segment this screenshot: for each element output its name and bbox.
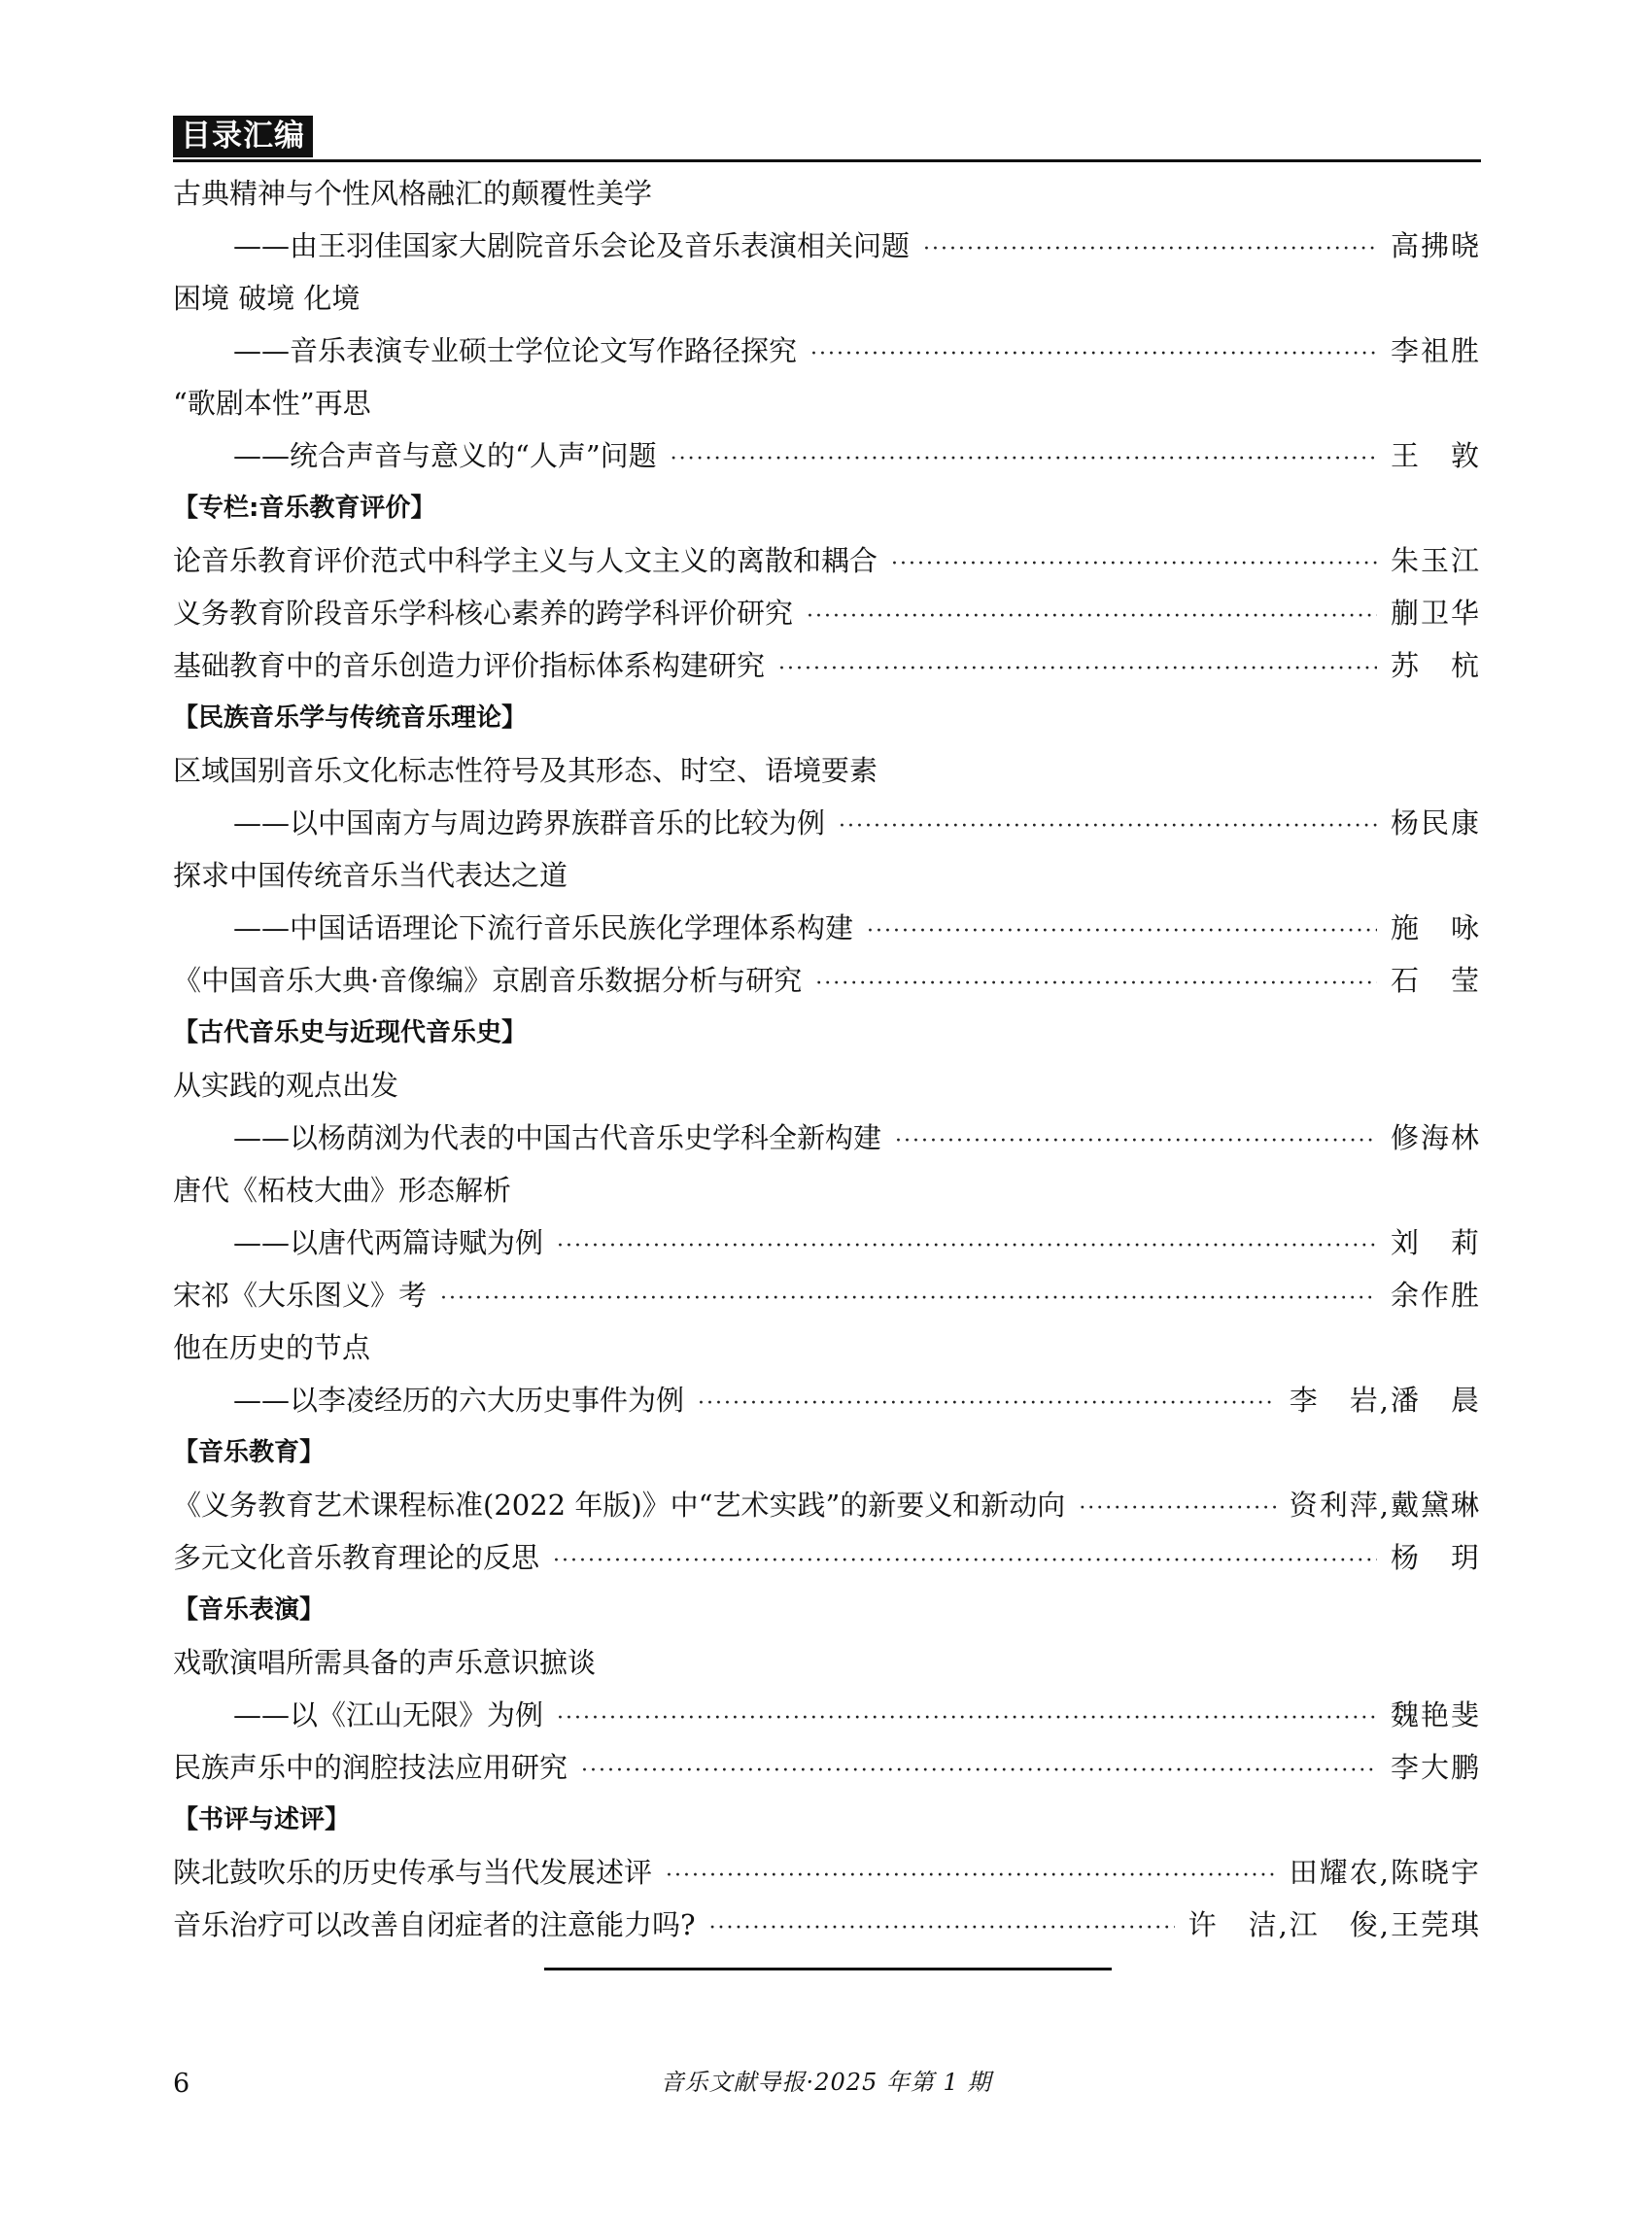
- toc-entry: [173, 1269, 1481, 1321]
- dot-leader: [810, 328, 1377, 381]
- toc-entry-title: 民族声乐中的润腔技法应用研究: [173, 1751, 568, 1784]
- dot-leader: [581, 1745, 1377, 1798]
- toc-entry-author: 杨 玥: [1390, 1541, 1481, 1574]
- toc-entry-title: 古典精神与个性风格融汇的颠覆性美学: [173, 177, 653, 210]
- toc-entry-author: 田耀农,陈晓宇: [1289, 1856, 1481, 1889]
- toc-header: [173, 116, 1481, 162]
- toc-entry-title: 《义务教育艺术课程标准(2022 年版)》中“艺术实践”的新要义和新动向: [173, 1489, 1066, 1522]
- toc-subtitle-entry: [173, 1112, 1481, 1164]
- toc-article-title: [173, 1321, 1481, 1374]
- journal-footer: 音乐文献导报·2025 年第 1 期: [660, 2069, 992, 2096]
- toc-article-title: [173, 167, 1481, 220]
- toc-entry: [173, 1479, 1481, 1531]
- toc-entry-author: 杨民康: [1390, 806, 1481, 839]
- toc-entry: [173, 1741, 1481, 1794]
- toc-subtitle-entry: [173, 325, 1481, 377]
- toc-entry: [173, 1846, 1481, 1899]
- toc-article-title: [173, 1059, 1481, 1112]
- toc-subtitle-entry: [173, 1216, 1481, 1269]
- toc-entry-title: 音乐治疗可以改善自闭症者的注意能力吗?: [173, 1908, 696, 1941]
- dot-leader: [807, 591, 1377, 643]
- toc-subtitle-entry: [173, 429, 1481, 482]
- dot-leader: [867, 906, 1377, 958]
- toc-entry-author: 李 岩,潘 晨: [1289, 1384, 1481, 1417]
- dot-leader: [709, 1902, 1175, 1955]
- dot-leader: [815, 958, 1377, 1011]
- toc-section-heading: 【民族音乐学与传统音乐理论】: [173, 703, 528, 733]
- toc-entry-title: ——以唐代两篇诗赋为例: [233, 1226, 544, 1259]
- toc-entry-title: 探求中国传统音乐当代表达之道: [173, 859, 568, 892]
- page-number: 6: [173, 2069, 190, 2099]
- dot-leader: [895, 1115, 1377, 1168]
- dot-leader: [1079, 1483, 1275, 1535]
- toc-entry-title: ——统合声音与意义的“人声”问题: [233, 439, 657, 472]
- toc-entry-title: 他在历史的节点: [173, 1331, 371, 1364]
- toc-subtitle-entry: [173, 220, 1481, 272]
- toc-section-heading: 【古代音乐史与近现代音乐史】: [173, 1018, 528, 1047]
- toc-subtitle-entry: [173, 797, 1481, 849]
- toc-entry-title: 区域国别音乐文化标志性符号及其形态、时空、语境要素: [173, 754, 878, 787]
- toc-article-title: [173, 744, 1481, 797]
- toc-entry-title: 义务教育阶段音乐学科核心素养的跨学科评价研究: [173, 597, 794, 630]
- toc-entry-title: 戏歌演唱所需具备的声乐意识摭谈: [173, 1646, 597, 1679]
- toc-subtitle-entry: [173, 1689, 1481, 1741]
- toc-section-heading: 【音乐教育】: [173, 1438, 326, 1467]
- toc-entry-title: ——以李凌经历的六大历史事件为例: [233, 1384, 685, 1417]
- toc-entry-author: 李祖胜: [1390, 334, 1481, 367]
- toc-article-title: [173, 272, 1481, 325]
- toc-subtitle-entry: [173, 902, 1481, 954]
- toc-section-heading: 【书评与述评】: [173, 1805, 351, 1834]
- toc-entry-title: 陕北鼓吹乐的历史传承与当代发展述评: [173, 1856, 653, 1889]
- toc-section-heading: 【音乐表演】: [173, 1595, 326, 1625]
- toc-article-title: [173, 1636, 1481, 1689]
- toc-entry-author: 许 洁,江 俊,王莞琪: [1187, 1908, 1481, 1941]
- dot-leader: [557, 1220, 1377, 1273]
- toc-article-title: [173, 849, 1481, 902]
- dot-leader: [891, 538, 1377, 591]
- dot-leader: [553, 1535, 1377, 1588]
- toc-entry-title: ——以中国南方与周边跨界族群音乐的比较为例: [233, 806, 826, 839]
- toc-header-label: 目录汇编: [173, 116, 313, 157]
- toc-entry-title: 宋祁《大乐图义》考: [173, 1279, 428, 1312]
- dot-leader: [839, 801, 1377, 853]
- toc-article-title: [173, 377, 1481, 429]
- toc-entry-title: ——以杨荫浏为代表的中国古代音乐史学科全新构建: [233, 1121, 882, 1154]
- dot-leader: [698, 1378, 1276, 1430]
- toc-entry-title: 多元文化音乐教育理论的反思: [173, 1541, 540, 1574]
- toc-entry-title: ——中国话语理论下流行音乐民族化学理体系构建: [233, 911, 854, 944]
- toc-entry-author: 石 莹: [1390, 964, 1481, 997]
- toc-subtitle-entry: [173, 1374, 1481, 1426]
- toc-entry: [173, 1531, 1481, 1584]
- toc-section-heading: 【专栏:音乐教育评价】: [173, 494, 436, 523]
- toc-entry-author: 王 敦: [1390, 439, 1481, 472]
- toc-entry-title: 从实践的观点出发: [173, 1069, 399, 1102]
- toc-entry-title: 基础教育中的音乐创造力评价指标体系构建研究: [173, 649, 766, 682]
- toc-entry-author: 施 咏: [1390, 911, 1481, 944]
- toc-article-title: [173, 1164, 1481, 1216]
- toc-entry-author: 刘 莉: [1390, 1226, 1481, 1259]
- toc-entry-title: ——由王羽佳国家大剧院音乐会论及音乐表演相关问题: [233, 229, 911, 262]
- toc-entry-title: ——以《江山无限》为例: [233, 1698, 544, 1731]
- toc-entry-author: 李大鹏: [1390, 1751, 1481, 1784]
- dot-leader: [557, 1693, 1377, 1745]
- toc-entry-title: 论音乐教育评价范式中科学主义与人文主义的离散和耦合: [173, 544, 878, 577]
- dot-leader: [778, 643, 1377, 696]
- toc-entry-author: 修海林: [1390, 1121, 1481, 1154]
- toc-entry-author: 蒯卫华: [1390, 597, 1481, 630]
- table-of-contents: [173, 167, 1481, 1951]
- bottom-divider: [544, 1968, 1112, 1970]
- toc-entry-title: 《中国音乐大典·音像编》京剧音乐数据分析与研究: [173, 964, 803, 997]
- toc-entry-author: 余作胜: [1390, 1279, 1481, 1312]
- toc-entry-author: 朱玉江: [1390, 544, 1481, 577]
- toc-entry: [173, 954, 1481, 1007]
- toc-entry-title: 困境 破境 化境: [173, 282, 361, 315]
- toc-entry: [173, 639, 1481, 692]
- toc-entry-author: 资利萍,戴黛琳: [1289, 1489, 1481, 1522]
- dot-leader: [666, 1850, 1276, 1902]
- toc-entry-title: “歌剧本性”再思: [173, 387, 371, 420]
- dot-leader: [440, 1273, 1377, 1325]
- dot-leader: [923, 223, 1377, 276]
- toc-entry-author: 魏艳斐: [1390, 1698, 1481, 1731]
- toc-entry-author: 高拂晓: [1390, 229, 1481, 262]
- toc-entry: [173, 534, 1481, 587]
- toc-entry-title: 唐代《柘枝大曲》形态解析: [173, 1174, 512, 1207]
- toc-entry-title: ——音乐表演专业硕士学位论文写作路径探究: [233, 334, 798, 367]
- dot-leader: [671, 433, 1377, 486]
- toc-entry: [173, 1899, 1481, 1951]
- toc-entry: [173, 587, 1481, 639]
- toc-entry-author: 苏 杭: [1390, 649, 1481, 682]
